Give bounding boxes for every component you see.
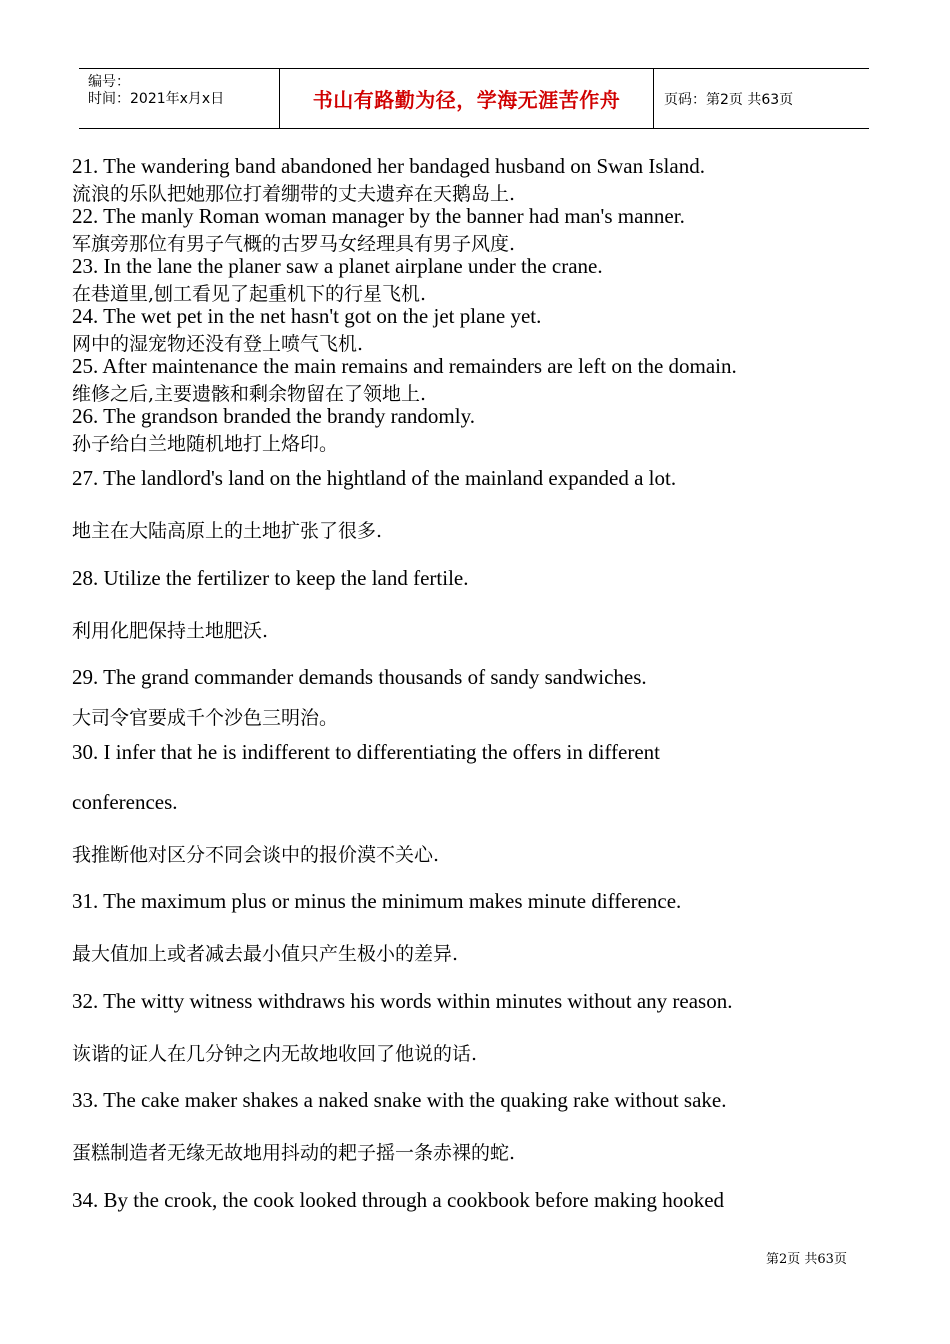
header-motto-cell [280, 69, 654, 128]
sentence-26-zh: 孙子给白兰地随机地打上烙印。 [72, 433, 339, 455]
sentence-33-zh: 蛋糕制造者无缘无故地用抖动的耙子摇一条赤裸的蛇. [72, 1142, 516, 1164]
sentence-27-zh: 地主在大陆高原上的土地扩张了很多. [72, 520, 383, 542]
sentence-31-en: 31. The maximum plus or minus the minimum makes minute difference. [72, 889, 682, 913]
sentence-32-zh: 诙谐的证人在几分钟之内无故地收回了他说的话. [72, 1043, 478, 1065]
sentence-26-en: 26. The grandson branded the brandy randomly. [72, 404, 475, 428]
sentence-29-zh: 大司令官要成千个沙色三明治。 [72, 707, 339, 729]
sentence-28-zh: 利用化肥保持土地肥沃. [72, 620, 269, 642]
sentence-30-zh: 我推断他对区分不同会谈中的报价漠不关心. [72, 844, 440, 866]
sentence-31-zh: 最大值加上或者减去最小值只产生极小的差异. [72, 943, 459, 965]
time-label: 时间：2021年x月x日 [88, 91, 225, 107]
sentence-23-zh: 在巷道里,刨工看见了起重机下的行星飞机. [72, 283, 427, 305]
sentence-30-en: 30. I infer that he is indifferent to differentiating the offers in different [72, 740, 661, 764]
sentence-33-en: 33. The cake maker shakes a naked snake with the quaking rake without sake. [72, 1088, 727, 1112]
sentence-21-en: 21. The wandering band abandoned her bandaged husband on Swan Island. [72, 154, 705, 178]
sentence-21-zh: 流浪的乐队把她那位打着绷带的丈夫遗弃在天鹅岛上. [72, 183, 516, 205]
header-page-info: 页码：第2页 共63页 [664, 91, 794, 108]
sentence-32-en: 32. The witty witness withdraws his words within minutes without any reason. [72, 989, 733, 1013]
header-table [79, 68, 869, 129]
sentence-22-en: 22. The manly Roman woman manager by the banner had man's manner. [72, 204, 685, 228]
sentence-30-en-cont: conferences. [72, 790, 178, 814]
header-page-cell [654, 69, 869, 128]
header-info-cell [79, 69, 280, 128]
sentence-22-zh: 军旗旁那位有男子气概的古罗马女经理具有男子风度. [72, 233, 516, 255]
sentence-27-en: 27. The landlord's land on the hightland of the mainland expanded a lot. [72, 466, 677, 490]
sentence-29-en: 29. The grand commander demands thousands of sandy sandwiches. [72, 665, 647, 689]
sentence-25-zh: 维修之后,主要遗骸和剩余物留在了领地上. [72, 383, 427, 405]
motto: 书山有路勤为径，学海无涯苦作舟 [312, 88, 621, 112]
sentence-24-zh: 网中的湿宠物还没有登上喷气飞机. [72, 333, 364, 355]
footer-page-info: 第2页 共63页 [766, 1252, 847, 1267]
sentence-34-en: 34. By the crook, the cook looked through a cookbook before making hooked [72, 1188, 725, 1212]
code-label: 编号： [88, 74, 130, 90]
sentence-23-en: 23. In the lane the planer saw a planet airplane under the crane. [72, 254, 603, 278]
sentence-25-en: 25. After maintenance the main remains and remainders are left on the domain. [72, 354, 737, 378]
sentence-28-en: 28. Utilize the fertilizer to keep the land fertile. [72, 566, 469, 590]
sentence-24-en: 24. The wet pet in the net hasn't got on the jet plane yet. [72, 304, 542, 328]
